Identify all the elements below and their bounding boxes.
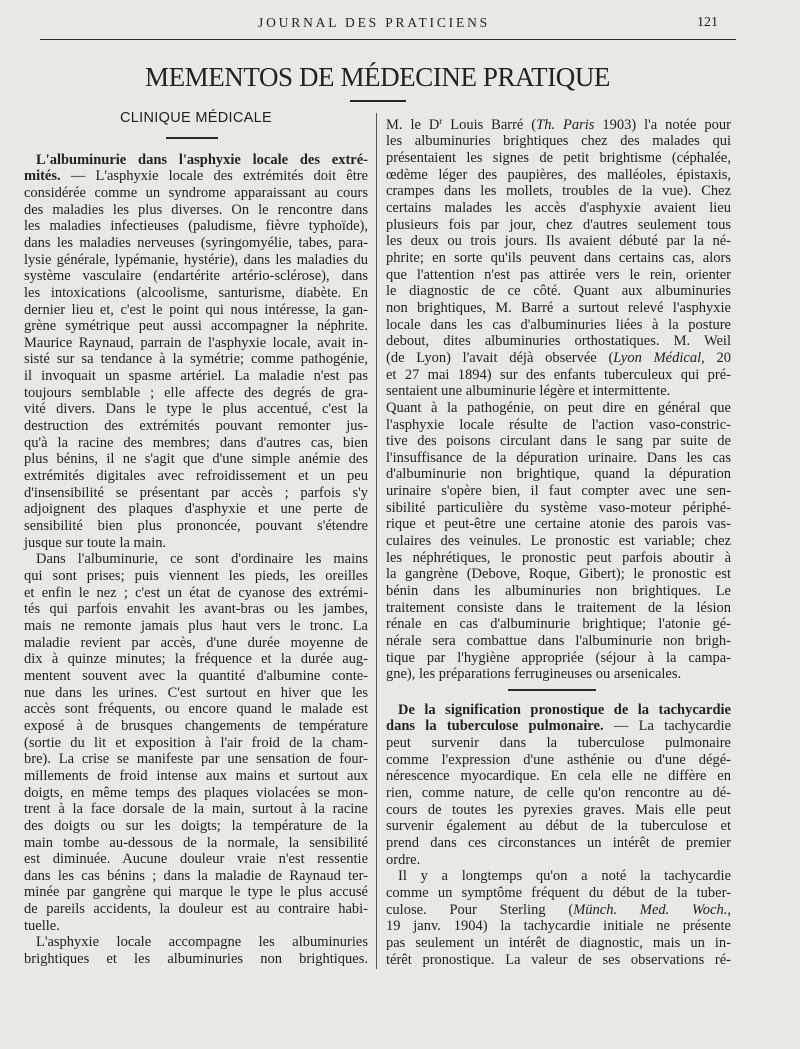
text-line: ordre. xyxy=(386,851,421,868)
text-line: crampes dans les mollets, troubles de la vue). Chez xyxy=(386,183,731,200)
text-line xyxy=(24,168,368,185)
text-line: œdème léger des paupières, des malléoles, épistaxis, xyxy=(386,166,731,183)
text-line: L'asphyxie locale accompagne les albuminuries xyxy=(36,934,368,951)
reference-title-text: Lyon Médical xyxy=(613,349,702,366)
text-line: l'insuffisance de la dépuration urinaire. Dans les cas xyxy=(386,449,731,466)
heading-rule xyxy=(166,137,218,139)
text-line: nérale sera combattue dans l'albuminurie non brigh- xyxy=(386,633,731,650)
article-separator-rule xyxy=(508,689,596,691)
running-head-title: JOURNAL DES PRATICIENS xyxy=(258,15,490,30)
text-line: bénin dans les albuminuries non brightiques. Le xyxy=(386,583,731,600)
text-line: et enfin le nez ; c'est un état de cyanose des extrémi- xyxy=(24,584,368,601)
text-line: nue dans les urines. C'est surtout en hiver que les xyxy=(24,684,368,701)
text-line: culaires des veinules. Le pronostic est variable; chez xyxy=(386,533,731,550)
text-line: debout, dites albuminuries orthostatiques. M. Weil xyxy=(386,333,731,350)
text-line: grène symétrique peut aussi accompagner la néphrite. xyxy=(24,318,368,335)
text-segment: (de Lyon) l'avait déjà observée ( xyxy=(386,349,614,366)
text-line xyxy=(386,350,731,367)
text-line: tique par l'hygiène appropriée (séjour à la campa- xyxy=(386,649,731,666)
text-line: sibilité particulière du système vaso-moteur périphé- xyxy=(386,499,731,516)
text-line: rénale en cas d'albuminurie brightique; l'atonie gé- xyxy=(386,616,731,633)
text-line: tés qui parfois envahit les avant-bras ou les jambes, xyxy=(24,601,368,618)
text-line: accès sont fréquents, ou encore quand le malade est xyxy=(24,701,368,718)
article-title-text: mités. xyxy=(24,168,61,185)
text-line: trent à la face dorsale de la main, surtout à la racine xyxy=(24,801,368,818)
text-line: des doigts ou sur les doigts; la température de la xyxy=(24,817,368,834)
text-line: lysie générale, lypémanie, hystérie), dans les maladies du xyxy=(24,251,368,268)
text-line: les albuminuries brightiques chez des malades qui xyxy=(386,133,731,150)
text-line: millements de froid intense aux mains et surtout aux xyxy=(24,767,368,784)
text-line: destruction des extrémités pouvant remonter jus- xyxy=(24,418,368,435)
text-line: traitement consiste dans le traitement de la lésion xyxy=(386,599,731,616)
text-line: d'insensibilité se présentant par accès ; parfois s'y xyxy=(24,484,368,501)
text-line: dix à quinze minutes; la fréquence et la durée aug- xyxy=(24,651,368,668)
text-line: sisté sur sa tendance à la symétrie; comme pathogénie, xyxy=(24,351,368,368)
text-line: Il y a longtemps qu'on a noté la tachycardie xyxy=(398,868,731,885)
text-line: maladie revient par accès, d'une durée moyenne de xyxy=(24,634,368,651)
text-line: prend dans ces circonstances un intérêt de premier xyxy=(386,834,731,851)
text-line xyxy=(386,702,731,719)
text-line: main tombe au-dessous de la normale, la sensibilité xyxy=(24,834,368,851)
text-line: doigts, en même temps des plaques violacées se mon- xyxy=(24,784,368,801)
left-column xyxy=(24,152,368,968)
text-line: plus bénins, il ne s'agit que d'une simple anémie des xyxy=(24,451,368,468)
text-line: comme l'expression d'une asthénie ou d'une dégé- xyxy=(386,751,731,768)
text-line: jusque sur toute la main. xyxy=(24,534,167,551)
text-line: bre). La crise se manifeste par une sensation de four- xyxy=(24,751,368,768)
text-line: locale dans les cas d'albuminuries liées à la posture xyxy=(386,316,731,333)
text-line: et 27 mai 1894) sur des enfants tuberculeux qui pré- xyxy=(386,366,731,383)
text-line: peut survenir dans la tuberculose pulmonaire xyxy=(386,735,731,751)
text-line: la gangrène (Debove, Roque, Gibert); le pronostic est xyxy=(386,566,731,583)
text-line: adjoignent des plaques d'asphyxie et une perte de xyxy=(24,501,368,518)
text-line: vité divers. Dans le type le plus accentué, c'est la xyxy=(24,401,368,418)
text-segment: — L'asphyxie locale des extrémités doit être xyxy=(60,168,368,185)
text-line: dans les cas bénins ; dans la maladie de Raynaud ter- xyxy=(24,867,368,884)
text-line: survenir également au début de la tuberculose et xyxy=(386,818,731,835)
article-title-text: De la signification pronostique de la tachycardie xyxy=(398,701,731,718)
text-line: térêt pronostique. La valeur de ses observations ré- xyxy=(386,951,731,968)
text-line: sentaient une albuminurie légère et intermittente. xyxy=(386,383,671,400)
reference-title-text: Th. Paris xyxy=(536,116,595,133)
text-line: 19 janv. 1904) la tachycardie initiale ne présente xyxy=(386,918,731,935)
right-column-first-article-continuation xyxy=(386,117,731,683)
text-line: tuelle. xyxy=(24,917,60,934)
text-line: dernier lieu et, c'est le point qui nous intéresse, la gan- xyxy=(24,301,368,318)
text-line: (sortie du lit et exposition à l'air froid de la cham- xyxy=(24,734,368,751)
text-line: considérée comme un syndrome apparaissant au cours xyxy=(24,184,368,201)
text-line: qui sont prises; puis viennent les pieds, les oreilles xyxy=(24,568,368,584)
text-line: mentent souvent avec la quantité d'albumine conte- xyxy=(24,667,368,684)
header-rule xyxy=(40,39,736,40)
text-segment: — La tachycardie xyxy=(603,718,731,735)
text-line: système vasculaire (endartérite artério-sclérose), dans xyxy=(24,268,368,285)
text-line: Maurice Raynaud, parrain de l'asphyxie locale, avait in- xyxy=(24,334,368,351)
text-line: brightiques et les albuminuries non brightiques. xyxy=(24,951,368,968)
text-segment: , xyxy=(727,901,731,918)
text-line xyxy=(386,117,731,134)
text-line: minée par gangrène qui marque le type le plus accusé xyxy=(24,884,368,901)
text-line xyxy=(24,152,368,169)
text-line xyxy=(386,718,731,735)
text-line: qu'à la racine des membres; dans d'autres cas, bien xyxy=(24,434,368,451)
text-line: que l'attention n'est pas attirée vers le rein, orienter xyxy=(386,266,731,283)
page-title: MEMENTOS DE MÉDECINE PRATIQUE xyxy=(145,62,610,92)
page-number: 121 xyxy=(697,15,718,30)
text-line: Quant à la pathogénie, on peut dire en général que xyxy=(386,399,731,416)
text-line: les intoxications (alcoolisme, santurisme, diabète. En xyxy=(24,284,368,301)
text-line: phrite; en sorte qu'ils peuvent dans certains cas, alors xyxy=(386,249,731,266)
text-line: est diminuée. Aucune douleur vraie n'est ressentie xyxy=(24,851,368,868)
text-line: certains malades les accès d'asphyxie avaient lieu xyxy=(386,199,731,216)
text-line: non brightiques, M. Barré a surtout relevé l'asphyxie xyxy=(386,299,731,316)
text-line: toujours semblable ; elle affecte des degrés de gra- xyxy=(24,384,368,401)
section-heading: CLINIQUE MÉDICALE xyxy=(120,110,272,126)
text-line: de pareils accidents, la douleur est au contraire habi- xyxy=(24,901,368,918)
text-line: les néphrétiques, le pronostic peut parfois aboutir à xyxy=(386,549,731,566)
text-segment: M. le D xyxy=(386,116,440,133)
text-line: le diagnostic de ce côté. Quant aux albuminuries xyxy=(386,283,731,300)
text-line: pas seulement un intérêt de diagnostic, mais un in- xyxy=(386,934,731,951)
column-divider xyxy=(376,113,377,969)
text-line: présentaient les signes de petit brightisme (céphalée, xyxy=(386,150,731,166)
text-segment: Louis Barré ( xyxy=(442,116,537,133)
text-line: rique et peut-être une certaine atonie des parois vas- xyxy=(386,516,731,533)
right-column-second-article xyxy=(386,702,731,969)
text-line xyxy=(386,902,731,919)
text-segment: , 20 xyxy=(701,349,732,366)
text-line: urinaire s'opère bien, il faut compter avec une sen- xyxy=(386,483,731,500)
text-line: d'albuminurie non brightique, quand la dépuration xyxy=(386,466,731,483)
text-line: Dans l'albuminurie, ce sont d'ordinaire les mains xyxy=(36,551,368,568)
text-line: plusieurs fois par jour, chez d'autres seulement tous xyxy=(386,216,731,233)
text-line: les maladies infectieuses (paludisme, fièvre typhoïde), xyxy=(24,218,368,235)
superscript-text: r xyxy=(439,115,443,126)
reference-title-text: Münch. Med. Woch. xyxy=(573,901,728,918)
text-line: extrémités digitales avec refroidissement et un peu xyxy=(24,468,368,485)
text-segment: 1903) l'a notée pour xyxy=(594,116,731,133)
text-line: l'asphyxie locale résulte de l'action vaso-constric- xyxy=(386,416,731,433)
text-line: il invoquait un spasme artériel. La maladie n'est pas xyxy=(24,368,368,385)
text-line: sensibilité bien plus prononcée, pouvant s'étendre xyxy=(24,518,368,535)
text-line: des maladies les plus diverses. On le rencontre dans xyxy=(24,201,368,218)
text-line: rien, comme nature, de celle qu'on rencontre au dé- xyxy=(386,784,731,801)
text-line: exposé à de brusques changements de température xyxy=(24,717,368,734)
article-title-text: L'albuminurie dans l'asphyxie locale des extré- xyxy=(36,151,368,168)
text-line: mais ne remonte jamais plus haut vers le tronc. La xyxy=(24,617,368,634)
text-line: les deux ou trois jours. Ils avaient débuté par la né- xyxy=(386,233,731,250)
text-line: cours de toutes les pyrexies graves. Mais elle peut xyxy=(386,801,731,818)
title-rule xyxy=(350,100,406,102)
text-line: tive des poisons circulant dans le sang par suite de xyxy=(386,433,731,450)
text-line: dans les maladies nerveuses (syringomyélie, tabes, para- xyxy=(24,234,368,251)
text-line: comme un symptôme fréquent du début de la tuber- xyxy=(386,884,731,901)
article-title-text: dans la tuberculose pulmonaire. xyxy=(386,718,604,735)
text-line: nérescence myocardique. En cela elle ne diffère en xyxy=(386,768,731,785)
text-line: gne), les préparations ferrugineuses ou arsenicales. xyxy=(386,666,682,683)
text-segment: culose. Pour Sterling ( xyxy=(386,901,574,918)
